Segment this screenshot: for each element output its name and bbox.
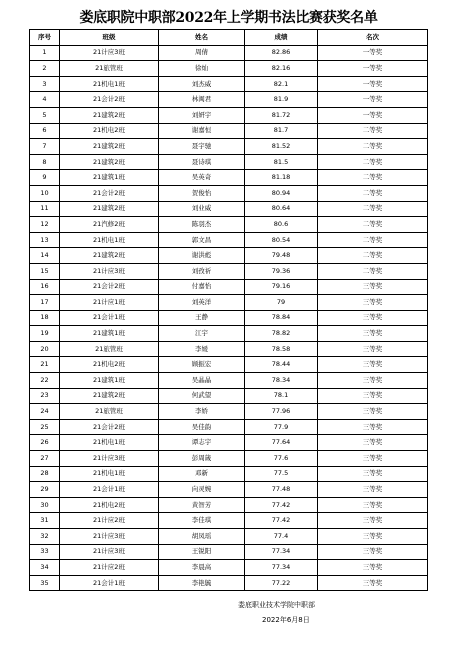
cell-name: 王锐阳 [159,544,245,560]
cell-name: 胡凤瑶 [159,529,245,545]
cell-name: 谢洪彪 [159,248,245,264]
cell-class: 21会计2班 [60,185,159,201]
cell-class: 21汽修2班 [60,217,159,233]
cell-score: 82.1 [245,76,318,92]
cell-name: 江宇 [159,326,245,342]
cell-score: 77.4 [245,529,318,545]
cell-class: 21计应3班 [60,451,159,467]
cell-award: 三等奖 [318,575,428,591]
cell-number: 3 [30,76,60,92]
table-row [30,435,428,451]
cell-class: 21旅管班 [60,404,159,420]
table-row [30,295,428,311]
cell-class: 21建筑2班 [60,107,159,123]
table-body [30,45,428,591]
cell-award: 一等奖 [318,92,428,108]
footer-organization: 娄底职业技术学院中职部 [238,601,315,609]
cell-award: 一等奖 [318,107,428,123]
cell-class: 21计应3班 [60,263,159,279]
cell-class: 21建筑2班 [60,388,159,404]
cell-number: 23 [30,388,60,404]
cell-award: 二等奖 [318,232,428,248]
cell-award: 三等奖 [318,513,428,529]
cell-score: 79 [245,295,318,311]
cell-award: 三等奖 [318,357,428,373]
cell-number: 27 [30,451,60,467]
cell-name: 李媛 [159,341,245,357]
cell-award: 二等奖 [318,248,428,264]
cell-award: 三等奖 [318,373,428,389]
cell-class: 21机电1班 [60,76,159,92]
cell-score: 78.1 [245,388,318,404]
table-row [30,419,428,435]
cell-name: 聂诗琪 [159,154,245,170]
cell-number: 33 [30,544,60,560]
cell-score: 77.64 [245,435,318,451]
cell-number: 13 [30,232,60,248]
cell-class: 21建筑2班 [60,154,159,170]
table-row [30,279,428,295]
cell-number: 1 [30,45,60,61]
cell-award: 一等奖 [318,61,428,77]
cell-award: 三等奖 [318,435,428,451]
cell-name: 陈羽杰 [159,217,245,233]
header-rank-number: 序号 [30,30,60,46]
cell-score: 81.7 [245,123,318,139]
cell-number: 14 [30,248,60,264]
cell-number: 21 [30,357,60,373]
cell-score: 77.34 [245,544,318,560]
cell-score: 77.34 [245,560,318,576]
footer-date: 2022年6月8日 [262,616,310,624]
cell-score: 77.9 [245,419,318,435]
cell-name: 刘孜祈 [159,263,245,279]
table-row [30,513,428,529]
table-row [30,123,428,139]
cell-class: 21旅管班 [60,341,159,357]
cell-number: 20 [30,341,60,357]
table-row [30,107,428,123]
cell-score: 77.22 [245,575,318,591]
table-row [30,248,428,264]
cell-score: 78.44 [245,357,318,373]
award-table [29,29,428,591]
cell-score: 77.6 [245,451,318,467]
cell-number: 7 [30,139,60,155]
cell-award: 三等奖 [318,326,428,342]
cell-class: 21机电2班 [60,123,159,139]
cell-name: 贺俊怡 [159,185,245,201]
cell-award: 三等奖 [318,295,428,311]
header-score: 成绩 [245,30,318,46]
cell-award: 一等奖 [318,45,428,61]
cell-award: 一等奖 [318,76,428,92]
table-row [30,185,428,201]
cell-number: 17 [30,295,60,311]
table-row [30,560,428,576]
table-row [30,373,428,389]
cell-class: 21计应3班 [60,544,159,560]
cell-name: 顾振宏 [159,357,245,373]
cell-number: 22 [30,373,60,389]
cell-class: 21机电1班 [60,232,159,248]
cell-class: 21建筑1班 [60,326,159,342]
document-title: 娄底职院中职部2022年上学期书法比赛获奖名单 [79,10,378,26]
cell-award: 二等奖 [318,139,428,155]
table-row [30,482,428,498]
cell-class: 21会计2班 [60,92,159,108]
table-row [30,388,428,404]
cell-name: 周倩 [159,45,245,61]
cell-award: 三等奖 [318,310,428,326]
cell-number: 18 [30,310,60,326]
cell-score: 81.52 [245,139,318,155]
cell-award: 三等奖 [318,419,428,435]
table-row [30,170,428,186]
cell-award: 三等奖 [318,544,428,560]
cell-score: 78.84 [245,310,318,326]
cell-class: 21计应3班 [60,45,159,61]
header-award: 名次 [318,30,428,46]
cell-number: 30 [30,497,60,513]
cell-number: 19 [30,326,60,342]
cell-name: 李晨高 [159,560,245,576]
cell-name: 付嘉怡 [159,279,245,295]
cell-class: 21建筑1班 [60,373,159,389]
table-row [30,154,428,170]
cell-number: 4 [30,92,60,108]
cell-score: 80.64 [245,201,318,217]
cell-award: 二等奖 [318,185,428,201]
cell-name: 何武望 [159,388,245,404]
cell-name: 向灵婉 [159,482,245,498]
cell-score: 77.42 [245,497,318,513]
cell-number: 32 [30,529,60,545]
cell-class: 21机电1班 [60,466,159,482]
cell-number: 15 [30,263,60,279]
cell-name: 谭志宇 [159,435,245,451]
table-header [30,30,428,46]
cell-name: 李佳琪 [159,513,245,529]
cell-award: 二等奖 [318,201,428,217]
cell-name: 郭文昌 [159,232,245,248]
cell-class: 21计应2班 [60,513,159,529]
cell-name: 谢嘉恒 [159,123,245,139]
cell-number: 2 [30,61,60,77]
cell-class: 21建筑2班 [60,248,159,264]
cell-class: 21会计2班 [60,419,159,435]
cell-award: 三等奖 [318,482,428,498]
table-row [30,544,428,560]
cell-number: 12 [30,217,60,233]
cell-score: 82.86 [245,45,318,61]
cell-class: 21机电1班 [60,435,159,451]
cell-award: 三等奖 [318,404,428,420]
cell-number: 28 [30,466,60,482]
table-row [30,497,428,513]
cell-number: 10 [30,185,60,201]
cell-score: 79.48 [245,248,318,264]
cell-class: 21旅管班 [60,61,159,77]
cell-class: 21计应2班 [60,560,159,576]
cell-number: 16 [30,279,60,295]
header-class: 班级 [60,30,159,46]
table-row [30,263,428,279]
cell-name: 邓新 [159,466,245,482]
table-row [30,404,428,420]
cell-award: 二等奖 [318,170,428,186]
cell-name: 吴晶晶 [159,373,245,389]
table-row [30,310,428,326]
cell-award: 三等奖 [318,388,428,404]
cell-score: 79.16 [245,279,318,295]
cell-class: 21会计1班 [60,575,159,591]
cell-class: 21会计1班 [60,482,159,498]
table-row [30,201,428,217]
cell-award: 二等奖 [318,217,428,233]
cell-name: 林闽君 [159,92,245,108]
cell-number: 6 [30,123,60,139]
cell-name: 李艳毓 [159,575,245,591]
cell-score: 81.9 [245,92,318,108]
cell-name: 吴佳韵 [159,419,245,435]
cell-class: 21建筑1班 [60,170,159,186]
cell-score: 80.94 [245,185,318,201]
cell-score: 80.6 [245,217,318,233]
table-row [30,575,428,591]
table-row [30,92,428,108]
table-row [30,217,428,233]
cell-number: 24 [30,404,60,420]
cell-name: 刘杰威 [159,76,245,92]
cell-score: 77.5 [245,466,318,482]
cell-number: 29 [30,482,60,498]
cell-award: 三等奖 [318,451,428,467]
cell-score: 77.48 [245,482,318,498]
cell-number: 26 [30,435,60,451]
cell-award: 三等奖 [318,497,428,513]
table-row [30,451,428,467]
cell-number: 35 [30,575,60,591]
cell-name: 刘英洋 [159,295,245,311]
cell-score: 78.58 [245,341,318,357]
cell-score: 81.5 [245,154,318,170]
cell-number: 25 [30,419,60,435]
table-row [30,139,428,155]
table-row [30,76,428,92]
table-row [30,466,428,482]
cell-score: 77.96 [245,404,318,420]
table-row [30,61,428,77]
cell-number: 11 [30,201,60,217]
cell-name: 刘妍宇 [159,107,245,123]
cell-name: 彭周箴 [159,451,245,467]
table-row [30,326,428,342]
cell-number: 8 [30,154,60,170]
cell-class: 21机电2班 [60,357,159,373]
cell-award: 三等奖 [318,341,428,357]
cell-name: 刘业威 [159,201,245,217]
cell-award: 二等奖 [318,123,428,139]
cell-score: 78.34 [245,373,318,389]
cell-name: 黄智芳 [159,497,245,513]
cell-score: 81.18 [245,170,318,186]
cell-award: 三等奖 [318,466,428,482]
cell-score: 77.42 [245,513,318,529]
cell-award: 二等奖 [318,154,428,170]
cell-number: 34 [30,560,60,576]
cell-class: 21建筑2班 [60,201,159,217]
cell-score: 79.36 [245,263,318,279]
cell-class: 21会计1班 [60,310,159,326]
header-name: 姓名 [159,30,245,46]
cell-class: 21计应3班 [60,529,159,545]
table-row [30,232,428,248]
table-row [30,529,428,545]
cell-name: 李娇 [159,404,245,420]
table-row [30,357,428,373]
table-row [30,341,428,357]
cell-name: 徐灿 [159,61,245,77]
cell-award: 三等奖 [318,529,428,545]
cell-score: 82.16 [245,61,318,77]
cell-class: 21计应1班 [60,295,159,311]
cell-number: 31 [30,513,60,529]
cell-score: 81.72 [245,107,318,123]
cell-class: 21建筑2班 [60,139,159,155]
cell-name: 吴英奇 [159,170,245,186]
header-row [30,30,428,46]
cell-award: 二等奖 [318,263,428,279]
cell-number: 9 [30,170,60,186]
cell-name: 王静 [159,310,245,326]
cell-award: 三等奖 [318,560,428,576]
cell-class: 21机电2班 [60,497,159,513]
cell-score: 80.54 [245,232,318,248]
cell-name: 聂宇驰 [159,139,245,155]
cell-score: 78.82 [245,326,318,342]
cell-award: 三等奖 [318,279,428,295]
cell-number: 5 [30,107,60,123]
table-row [30,45,428,61]
cell-class: 21会计2班 [60,279,159,295]
